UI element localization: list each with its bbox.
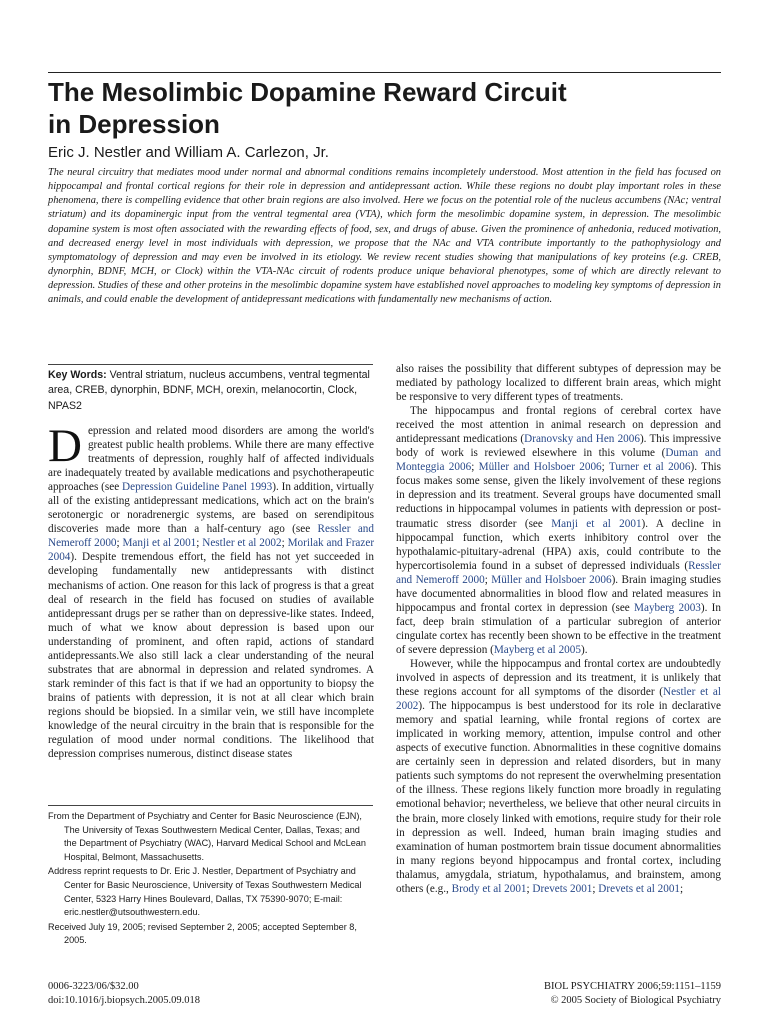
citation-link[interactable]: Müller and Holsboer 2006 [491, 573, 612, 586]
keywords-text: Ventral striatum, nucleus accumbens, ventral tegmental area, CREB, dynorphin, BDNF, MCH, orexin, melanocortin, Clock, NPAS2 [48, 369, 370, 412]
paragraph: also raises the possibility that different subtypes of depression may be mediated by pathology localized to different brain areas, which might be responsive to very different types of treatments. [396, 363, 721, 404]
footer-right [440, 980, 721, 1008]
text-span: ; [116, 537, 123, 550]
citation-link[interactable]: Ressler and Nemeroff 2000 [48, 523, 374, 550]
citation-link[interactable]: Duman and Monteggia 2006 [396, 447, 721, 474]
citation-link[interactable]: Dranovsky and Hen 2006 [524, 433, 640, 446]
citation-link[interactable]: Drevets et al 2001 [598, 882, 681, 895]
paragraph [396, 657, 721, 896]
doi: doi:10.1016/j.biopsych.2005.09.018 [48, 995, 200, 1006]
text-span: ; [680, 882, 684, 895]
citation-link[interactable]: Turner et al 2006 [608, 461, 691, 474]
citation-link[interactable]: Manji et al 2001 [122, 537, 197, 550]
citation-link[interactable]: Ressler and Nemeroff 2000 [396, 559, 721, 586]
citation-link[interactable]: Nestler et al 2002 [396, 686, 721, 713]
keywords-label: Key Words: [48, 369, 107, 381]
title-line-2: in Depression [48, 109, 220, 139]
received-note: Received July 19, 2005; revised September 2, 2005; accepted September 8, 2005. [48, 921, 357, 946]
text-span: ). [580, 643, 588, 656]
text-span: ; [592, 882, 599, 895]
citation-link[interactable]: Manji et al 2001 [551, 517, 642, 530]
text-span: ). A decline in hippocampal function, which exerts inhibitory control over the hypothalamic-pituitary-adrenal (HPA) axis, could contribute to the hypercortisolemia found in a subset of depressed individuals ( [396, 517, 721, 572]
citation-link[interactable]: Depression Guideline Panel 1993 [122, 481, 273, 494]
citation-link[interactable]: Müller and Holsboer 2006 [478, 461, 602, 474]
footer-left [48, 980, 200, 1008]
affiliation-note: From the Department of Psychiatry and Center for Basic Neuroscience (EJN), The University of Texas Southwestern Medical Center, Dallas, Texas; and the Department of Psychiatry (WAC), Harvard Medical School and McLean Hospital, Belmont, Massachusetts. [48, 811, 366, 862]
citation-link[interactable]: Nestler et al 2002 [202, 537, 282, 550]
text-span: ; [281, 537, 288, 550]
text-span: ; [601, 461, 609, 474]
copyright: © 2005 Society of Biological Psychiatry [550, 995, 721, 1006]
text-span: ; [526, 882, 533, 895]
keywords [48, 368, 374, 414]
paragraph [396, 404, 721, 657]
citation-link[interactable]: Mayberg 2003 [634, 601, 701, 614]
text-span: ; [196, 537, 203, 550]
journal-citation: BIOL PSYCHIATRY 2006;59:1151–1159 [544, 981, 721, 992]
abstract: The neural circuitry that mediates mood under normal and abnormal conditions remains incompletely understood. Most attention in the field has focused on hippocampal and frontal cortical regions for their role in depression and antidepressant action. While these regions no doubt play important roles in these phenomena, there is compelling evidence that other brain regions are also involved. Here we focus on the potential role of the nucleus accumbens (NAc; ventral striatum) and its dopaminergic input from the ventral tegmental area (VTA), which form the mesolimbic dopamine system, in depression. The mesolimbic dopamine system is most often associated with the rewarding effects of food, sex, and drugs of abuse. Given the prominence of anhedonia, reduced motivation, and decreased energy level in most individuals with depression, we propose that the NAc and VTA contribute importantly to the pathophysiology and symptomatology of depression and may even be involved in its etiology. We review recent studies showing that manipulations of key proteins (e.g. CREB, dynorphin, BDNF, MCH, or Clock) within the VTA-NAc circuit of rodents produce unique behavioral phenotypes, some of which are directly relevant to depression. Studies of these and other proteins in the mesolimbic dopamine system have established novel approaches to modeling key symptoms of depression in animals, and could enable the development of antidepressant medications with fundamentally new mechanisms of action. [48, 167, 721, 306]
author-list: Eric J. Nestler and William A. Carlezon, Jr. [48, 144, 329, 161]
text-span: ). In fact, deep brain stimulation of a particular subregion of anterior cingulate cortex has recently been shown to be effective in the treatment of severe depression ( [396, 601, 722, 656]
text-span: ). This focus makes some sense, given the likely involvement of these regions in depression and its treatment. Several groups have documented small reductions in hippocampal volumes in patients with depression or post-traumatic stress disorder (see [396, 461, 722, 530]
top-rule [48, 72, 721, 73]
intro-paragraph [48, 420, 375, 761]
footnote-rule [48, 805, 373, 806]
text-span: epression and related mood disorders are among the world's greatest public health problems. While there are many effective treatments of depression, roughly half of affected individuals are inadequately treated by available medications and psychotherapeutic approaches (see [48, 425, 374, 494]
text-span: ). Despite tremendous effort, the field has not yet succeeded in developing fundamentally new antidepressants with distinct mechanisms of action. One reason for this lack of progress is that a great deal of research in the field has focused on studies of available antidepressant drugs per se rather than on depressive-like states. Indeed, much of what we know about depression is based upon our understanding of prominent, and often rapid, actions of standard antidepressants.We also still lack a clear understanding of the neural substrates that are abnormal in depression and related syndromes. A stark reminder of this fact is that if we had an opportunity to biopsy the brains of patients with depression, it is not at all clear which brain regions should be biopsied. In a similar vein, we still have incomplete knowledge of the neural circuitry in the brain that is responsible for the regulation of mood under normal conditions. The likelihood that depression comprises numerous, distinct disease states [48, 551, 374, 761]
title-line-1: The Mesolimbic Dopamine Reward Circuit [48, 77, 567, 107]
issn-price: 0006-3223/06/$32.00 [48, 981, 139, 992]
text-span: However, while the hippocampus and frontal cortex are undoubtedly involved in aspects of depression and its treatment, it is unlikely that these regions account for all symptoms of the disorder ( [396, 657, 721, 699]
reprint-note: Address reprint requests to Dr. Eric J. Nestler, Department of Psychiatry and Center for Basic Neuroscience, University of Texas Southwestern Medical Center, 5323 Harry Hines Boulevard, Dallas, TX 75390-9070; E-mail: eric.nestler@utsouthwestern.edu. [48, 866, 362, 918]
text-span: ). In addition, virtually all of the existing antidepressant medications, which act on the brain's serotonergic or noradrenergic systems, are based on serendipitous discoveries made more than a half-century ago (see [48, 481, 374, 536]
left-column [48, 420, 375, 761]
text-span: The hippocampus and frontal regions of cerebral cortex have received the most attention in animal research on depression and antidepressant medications ( [396, 405, 721, 446]
citation-link[interactable]: Mayberg et al 2005 [493, 643, 581, 656]
text-span: ; [471, 461, 479, 474]
right-column [396, 362, 721, 896]
citation-link[interactable]: Drevets 2001 [532, 882, 593, 895]
keywords-rule [48, 364, 373, 365]
article-title [48, 76, 721, 140]
citation-link[interactable]: Morilak and Frazer 2004 [48, 537, 375, 564]
footnotes [48, 810, 374, 949]
text-span: ; [484, 573, 492, 586]
citation-link[interactable]: Brody et al 2001 [451, 882, 527, 895]
text-span: ). This impressive body of work is reviewed elsewhere in this volume ( [396, 433, 721, 460]
text-span: ). Brain imaging studies have documented abnormalities in blood flow and related measures in hippocampus and frontal cortex in depression (see [396, 573, 721, 614]
drop-cap: D [48, 420, 82, 472]
text-span: ). The hippocampus is best understood for its role in declarative memory and spatial learning, while frontal regions of cortex are implicated in working memory, attention, impulse control and other aspects of executive function. Abnormalities in these cognitive domains are certainly seen in depression and related disorders, but in many patients such symptoms do not represent the overwhelming presentation of the illness. These regions likely function more broadly in regulating emotional behavior; nevertheless, we believe that other neural circuits in the brain, more closely linked with emotions, require study for their role in depression as well. Indeed, human brain imaging studies and examination of human postmortem brain tissue document abnormalities in many regions beyond hippocampus and frontal cortex, including thalamus, amygdala, striatum, hypothalamus, and brainstem, among others (e.g., [396, 700, 721, 895]
